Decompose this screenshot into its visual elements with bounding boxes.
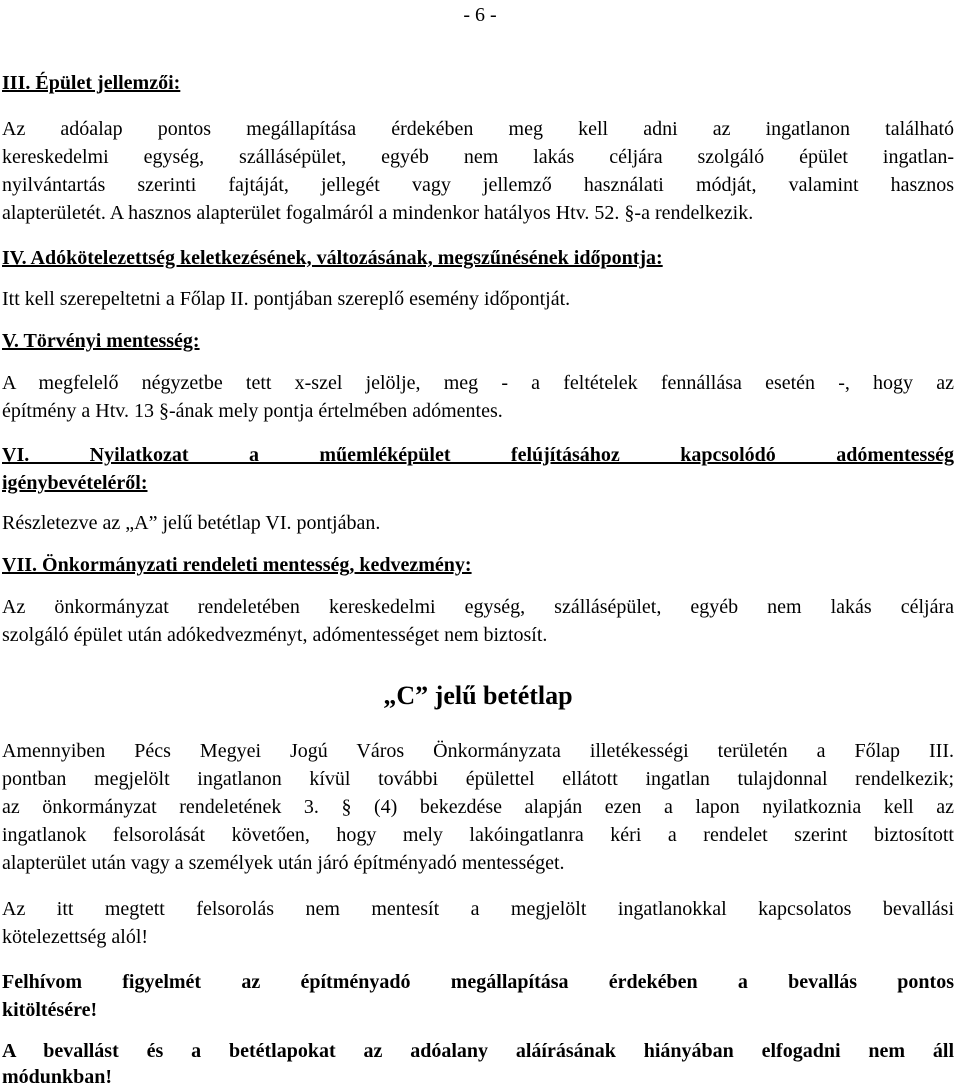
c-sheet-paragraph-4 <box>2 1037 954 1089</box>
c-sheet-p4-line-1: A bevallást és a betétlapokat az adóalany aláírásának hiányában elfogadni nem áll <box>2 1040 954 1062</box>
section-4 <box>2 245 954 271</box>
section-7-heading: VII. Önkormányzati rendeleti mentesség, kedvezmény: <box>2 554 472 576</box>
c-sheet-p1-line-1: Amennyiben Pécs Megyei Jogú Város Önkormányzata illetékességi területén a Főlap III. <box>2 740 954 762</box>
section-5 <box>2 328 954 354</box>
section-5-body <box>2 369 954 425</box>
section-3-heading: III. Épület jellemzői: <box>2 72 181 94</box>
c-sheet-p1-line-2: pontban megjelölt ingatlanon kívül további épülettel ellátott ingatlan tulajdonnal rendelkezik; <box>2 768 954 790</box>
section-3-line-2: kereskedelmi egység, szállásépület, egyéb nem lakás céljára szolgáló épület ingatlan- <box>2 146 954 168</box>
c-sheet-paragraph-3 <box>2 968 954 1024</box>
c-sheet-p1-line-4: ingatlanok felsorolását követően, hogy mely lakóingatlanra kéri a rendelet szerint biztosított <box>2 824 954 846</box>
c-sheet-title: „C” jelű betétlap <box>383 681 573 710</box>
section-3-line-3: nyilvántartás szerinti fajtáját, jellegét vagy jellemző használati módját, valamint hasznos <box>2 174 954 196</box>
c-sheet-p4-line-2: módunkban! <box>2 1066 113 1088</box>
c-sheet-paragraph-2 <box>2 895 954 951</box>
section-4-body <box>2 285 954 313</box>
section-6-heading-line-2: igénybevételéről: <box>2 472 148 494</box>
section-7-line-2: szolgáló épület után adókedvezményt, adómentességet nem biztosít. <box>2 624 548 646</box>
c-sheet-p3-line-1: Felhívom figyelmét az építményadó megállapítása érdekében a bevallás pontos <box>2 971 954 993</box>
section-6 <box>2 441 954 497</box>
section-5-line-2: építmény a Htv. 13 §-ának mely pontja értelmében adómentes. <box>2 400 503 422</box>
section-6-body <box>2 509 954 537</box>
section-4-text: Itt kell szerepeltetni a Főlap II. pontjában szereplő esemény időpontját. <box>2 288 571 310</box>
section-6-text: Részletezve az „A” jelű betétlap VI. pontjában. <box>2 512 381 534</box>
section-7-line-1: Az önkormányzat rendeletében kereskedelmi egység, szállásépület, egyéb nem lakás céljára <box>2 596 954 618</box>
c-sheet-p2-line-1: Az itt megtett felsorolás nem mentesít a megjelölt ingatlanokkal kapcsolatos bevallási <box>2 898 954 920</box>
c-sheet-title-block <box>2 680 954 712</box>
c-sheet-p1-line-3: az önkormányzat rendeletének 3. § (4) bekezdése alapján ezen a lapon nyilatkoznia kell az <box>2 796 954 818</box>
c-sheet-paragraph-1 <box>2 737 954 877</box>
c-sheet-p2-line-2: kötelezettség alól! <box>2 926 149 948</box>
section-5-line-1: A megfelelő négyzetbe tett x-szel jelölje, meg - a feltételek fennállása esetén -, hogy az <box>2 372 954 394</box>
section-7-body <box>2 593 954 649</box>
page-number: - 6 - <box>463 4 497 26</box>
section-3 <box>2 70 954 96</box>
c-sheet-p3-line-2: kitöltésére! <box>2 999 98 1021</box>
section-3-line-1: Az adóalap pontos megállapítása érdekében meg kell adni az ingatlanon található <box>2 118 954 140</box>
section-3-line-4: alapterületét. A hasznos alapterület fogalmáról a mindenkor hatályos Htv. 52. §-a rendelkezik. <box>2 202 754 224</box>
section-3-body <box>2 115 954 227</box>
section-7 <box>2 552 954 578</box>
section-6-heading-line-1: VI. Nyilatkozat a műemléképület felújításához kapcsolódó adómentesség <box>2 444 954 466</box>
section-5-heading: V. Törvényi mentesség: <box>2 330 200 352</box>
section-4-heading: IV. Adókötelezettség keletkezésének, változásának, megszűnésének időpontja: <box>2 247 663 269</box>
c-sheet-p1-line-5: alapterület után vagy a személyek után járó építményadó mentességet. <box>2 852 565 874</box>
